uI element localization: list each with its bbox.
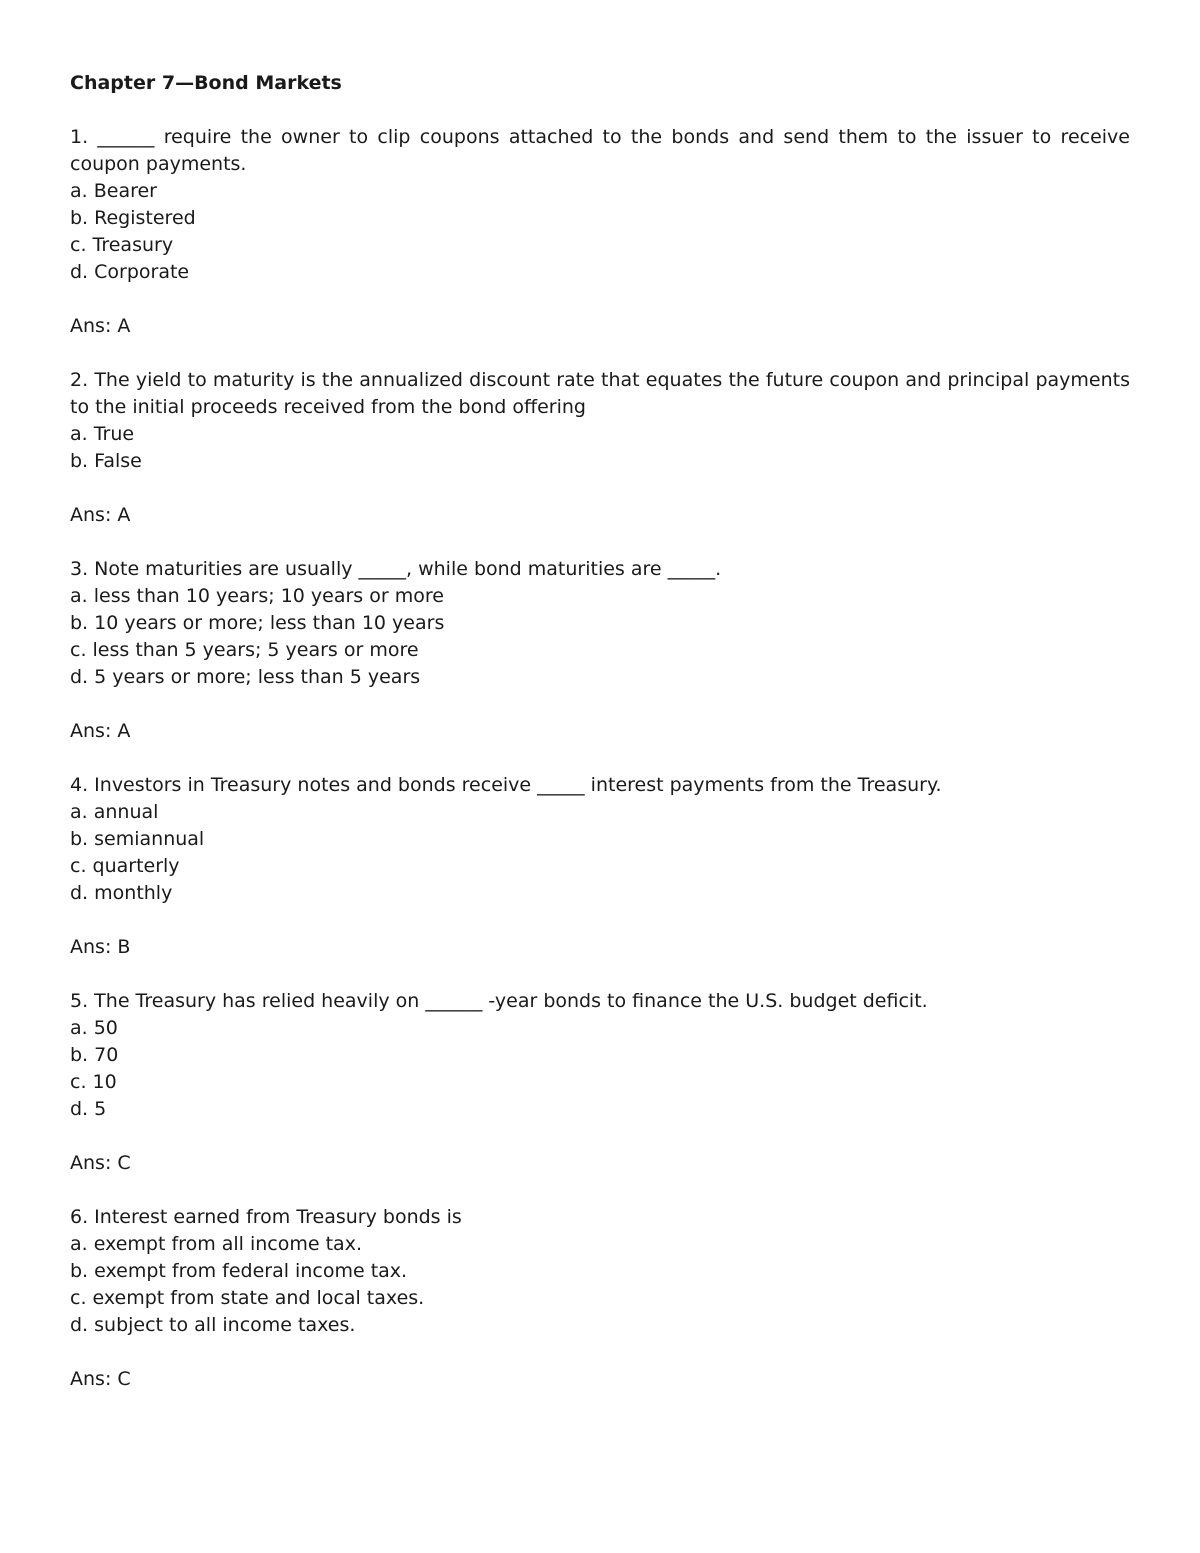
option-c: c. less than 5 years; 5 years or more: [70, 639, 419, 661]
option-list: [70, 178, 1130, 286]
question-stem: 3. Note maturities are usually _____, while bond maturities are _____.: [70, 558, 722, 580]
option-d: d. 5: [70, 1098, 107, 1120]
question-stem: 4. Investors in Treasury notes and bonds receive _____ interest payments from the Treasury.: [70, 774, 942, 796]
option-c: c. quarterly: [70, 855, 180, 877]
answer-key: Ans: C: [70, 1368, 131, 1390]
question-6: [70, 1204, 1130, 1393]
document-page: [70, 70, 1130, 1420]
option-b: b. semiannual: [70, 828, 205, 850]
question-stem: 5. The Treasury has relied heavily on ______ -year bonds to finance the U.S. budget deficit.: [70, 990, 928, 1012]
question-stem: 6. Interest earned from Treasury bonds is: [70, 1206, 462, 1228]
option-list: [70, 421, 1130, 475]
option-b: b. False: [70, 450, 142, 472]
answer-key: Ans: A: [70, 504, 131, 526]
option-list: [70, 799, 1130, 907]
chapter-title: Chapter 7—Bond Markets: [70, 72, 342, 94]
option-c: c. Treasury: [70, 234, 174, 256]
option-c: c. 10: [70, 1071, 117, 1093]
option-b: b. Registered: [70, 207, 196, 229]
option-a: a. True: [70, 423, 135, 445]
option-d: d. Corporate: [70, 261, 190, 283]
option-d: d. 5 years or more; less than 5 years: [70, 666, 421, 688]
answer-key: Ans: A: [70, 315, 131, 337]
answer-key: Ans: A: [70, 720, 131, 742]
question-2: [70, 367, 1130, 529]
answer-key: Ans: C: [70, 1152, 131, 1174]
option-list: [70, 1231, 1130, 1339]
question-stem: 2. The yield to maturity is the annualized discount rate that equates the future coupon and principal payments to the initial proceeds received from the bond offering: [70, 369, 1130, 418]
option-b: b. 10 years or more; less than 10 years: [70, 612, 445, 634]
option-a: a. annual: [70, 801, 159, 823]
option-b: b. exempt from federal income tax.: [70, 1260, 408, 1282]
option-a: a. 50: [70, 1017, 118, 1039]
question-4: [70, 772, 1130, 961]
option-a: a. Bearer: [70, 180, 157, 202]
question-3: [70, 556, 1130, 745]
option-a: a. less than 10 years; 10 years or more: [70, 585, 444, 607]
option-b: b. 70: [70, 1044, 119, 1066]
option-c: c. exempt from state and local taxes.: [70, 1287, 425, 1309]
option-d: d. subject to all income taxes.: [70, 1314, 356, 1336]
option-a: a. exempt from all income tax.: [70, 1233, 362, 1255]
question-stem: 1. ______ require the owner to clip coupons attached to the bonds and send them to the issuer to receive coupon payments.: [70, 126, 1130, 175]
question-1: [70, 124, 1130, 340]
option-d: d. monthly: [70, 882, 173, 904]
answer-key: Ans: B: [70, 936, 131, 958]
option-list: [70, 1015, 1130, 1123]
option-list: [70, 583, 1130, 691]
question-5: [70, 988, 1130, 1177]
